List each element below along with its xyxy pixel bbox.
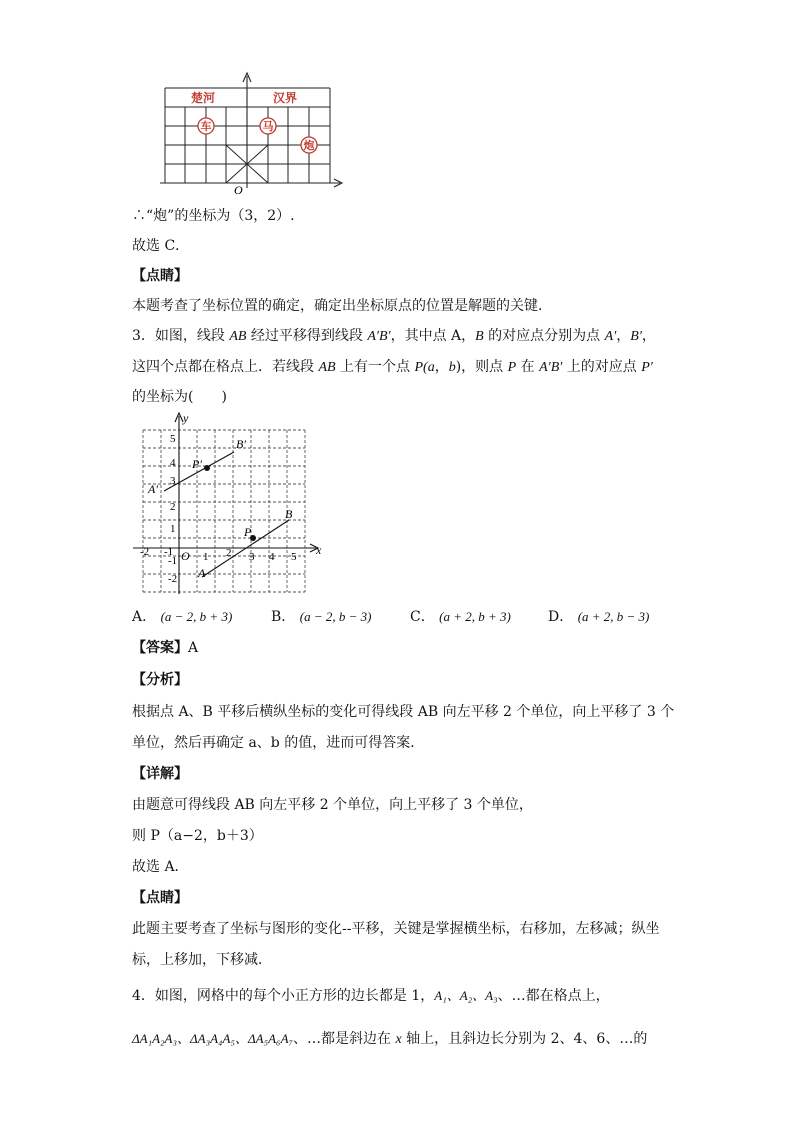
solution2-comment: 本题考查了坐标位置的确定，确定出坐标原点的位置是解题的关键．: [132, 298, 552, 314]
point-B-label: B: [285, 507, 293, 521]
y-tick-3: 3: [170, 475, 176, 487]
x-tick-minus2: -2: [140, 546, 150, 558]
q3-comment-1: 此题主要考查了坐标与图形的变化--平移，关键是掌握横坐标，右移加，左移减；纵坐: [132, 921, 660, 937]
piece-pao: 炮: [303, 140, 315, 152]
option-b[interactable]: B． (a − 2, b − 3): [271, 609, 372, 625]
q3-analysis-1: 根据点 A、B 平移后横纵坐标的变化可得线段 AB 向左平移 2 个单位，向上平移了 3 个: [132, 704, 675, 720]
origin-label: O: [234, 183, 243, 197]
solution2-therefore: ∴“炮”的坐标为（3，2）.: [132, 208, 295, 224]
q3-line2: 这四个点都在格点上．若线段 AB 上有一个点 P(a，b)，则点 P 在 A′B′ 上的对应点 P′: [132, 359, 653, 375]
x-tick-5: 5: [291, 551, 297, 563]
q3-detail-1: 由题意可得线段 AB 向左平移 2 个单位，向上平移了 3 个单位，: [132, 797, 533, 813]
river-left-label: 楚河: [190, 91, 216, 105]
y-tick-4: 4: [170, 457, 176, 469]
y-tick-minus1: -1: [168, 555, 178, 567]
piece-ma: 马: [262, 121, 274, 133]
q3-line3: 的坐标为( ): [132, 389, 227, 405]
x-tick-1: 1: [203, 551, 209, 563]
point-P-label: P: [244, 525, 252, 539]
x-tick-3: 3: [249, 551, 255, 563]
q3-comment-heading: 【点睛】: [132, 890, 188, 906]
x-tick-2: 2: [226, 547, 232, 559]
point-A-label: A: [198, 566, 206, 580]
y-tick-1: 1: [170, 523, 176, 535]
chess-coordinate-figure: [150, 70, 355, 198]
q3-answer: 【答案】A: [132, 640, 199, 656]
x-tick-4: 4: [269, 551, 275, 563]
solution2-choice: 故选 C．: [132, 238, 190, 254]
option-c[interactable]: C． (a + 2, b + 3): [410, 609, 511, 625]
q4-line1: 4．如图，网格中的每个小正方形的边长都是 1，A₁、A₂、A₃、…都在格点上，: [132, 988, 610, 1004]
y-axis-label: y: [183, 411, 189, 425]
option-a[interactable]: A． (a − 2, b + 3): [132, 609, 233, 625]
q3-comment-2: 标，上移加，下移减．: [132, 952, 272, 968]
point-A1-label: A′: [148, 482, 158, 496]
y-tick-2: 2: [170, 501, 176, 513]
y-tick-minus2: -2: [168, 573, 178, 585]
q3-options: [132, 606, 692, 628]
x-axis-label: x: [316, 543, 322, 557]
solution2-comment-heading: 【点睛】: [132, 268, 188, 284]
q3-detail-3: 故选 A．: [132, 859, 189, 875]
piece-che: 车: [200, 121, 212, 133]
river-right-label: 汉界: [272, 91, 298, 105]
q3-line1: 3．如图，线段 AB 经过平移得到线段 A′B′，其中点 A，B 的对应点分别为点 A′，B′，: [132, 328, 656, 344]
y-tick-5: 5: [170, 433, 176, 445]
q3-detail-heading: 【详解】: [132, 766, 188, 782]
q3-analysis-heading: 【分析】: [132, 672, 188, 688]
translation-graph: [130, 410, 330, 595]
q3-analysis-2: 单位，然后再确定 a、b 的值，进而可得答案．: [132, 735, 425, 751]
x-tick-minus1: -1: [164, 546, 174, 558]
q3-detail-2: 则 P（a−2，b＋3）: [132, 828, 263, 844]
point-B1-label: B′: [236, 437, 246, 451]
q4-line2: ΔA₁A₂A₃、ΔA₃A₄A₅、ΔA₅A₆A₇、…都是斜边在 x 轴上，且斜边长分别为 2、4、6、…的: [132, 1031, 648, 1047]
option-d[interactable]: D． (a + 2, b − 3): [548, 609, 650, 625]
origin-label: O: [181, 549, 190, 563]
point-P1-label: P′: [192, 457, 202, 471]
